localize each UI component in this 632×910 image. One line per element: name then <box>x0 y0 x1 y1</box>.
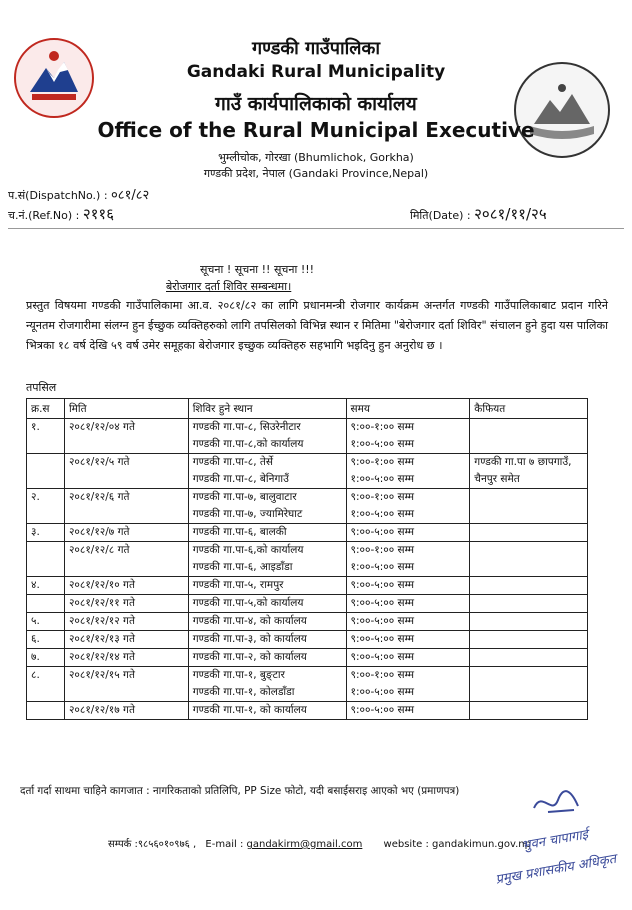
cell-place <box>188 595 346 613</box>
cell-date <box>64 577 188 595</box>
cell-place <box>188 702 346 720</box>
table-row <box>27 577 588 595</box>
serial-number: ६. <box>31 633 40 645</box>
col-header-remark: कैफियत <box>470 399 588 419</box>
signer-title: प्रमुख प्रशासकीय अधिकृत <box>494 851 618 888</box>
signer-name: भुवन चापागाई <box>520 827 590 854</box>
notice-subject: बेरोजगार दर्ता शिविर सम्बन्धमा। <box>166 280 292 293</box>
cell-time <box>346 631 470 649</box>
dispatch-value: ०८१/८२ <box>111 188 150 203</box>
cell-place <box>188 631 346 649</box>
camp-time: ९:००-१:०० सम्म <box>350 544 415 556</box>
camp-place: गण्डकी गा.पा-८, सिउरेनीटार <box>192 421 301 433</box>
notice-body: प्रस्तुत विषयमा गण्डकी गाउँपालिकामा आ.व. २०८१/८२ का लागि प्रधानमन्त्री रोजगार कार्यक्रम अन्तर्गत गण्डकी गाउँपालिकाबाट प्रदान गरिने न्यूनतम रोजगारीमा संलग्न हुन ईच्छुक व्यक्तिहरुको लागि तपसिलको विभिन्न स्थान र मितिमा "बेरोजगार दर्ता शिविर" संचालन हुने हुदा यस पालिका भित्रका १८ वर्ष देखि ५९ वर्ष उमेर समूहका बेरोजगार इच्छुक व्यक्तिहरु सहभागि भइदिनु हुन अनुरोध छ । <box>26 299 608 352</box>
serial-number <box>31 454 60 471</box>
cell-sn <box>27 577 65 595</box>
signature-mark <box>528 786 584 820</box>
cell-date <box>64 419 188 454</box>
table-row <box>27 702 588 720</box>
camp-place: गण्डकी गा.पा-५, रामपुर <box>192 579 284 591</box>
date-value: २०८१/११/२५ <box>474 205 547 223</box>
cell-time <box>346 595 470 613</box>
dispatch-number <box>8 185 149 203</box>
camp-date: २०८१/१२/१३ गते <box>68 633 135 645</box>
cell-remark <box>470 631 588 649</box>
cell-time <box>346 419 470 454</box>
contact-line <box>108 836 531 850</box>
remark-text: गण्डकी गा.पा ७ छापगाउँ, चैनपुर समेत <box>474 456 572 485</box>
serial-number <box>31 595 60 612</box>
cell-sn <box>27 542 65 577</box>
cell-date <box>64 702 188 720</box>
cell-place <box>188 613 346 631</box>
table-header-row <box>27 399 588 419</box>
serial-number <box>31 702 60 719</box>
municipality-name-en: Gandaki Rural Municipality <box>186 62 446 82</box>
camp-time: ९:००-१:०० सम्म <box>350 456 415 468</box>
cell-place <box>188 419 346 454</box>
table-row <box>27 613 588 631</box>
camp-time: ९:००-१:०० सम्म <box>350 421 415 433</box>
camp-time: १:००-५:०० सम्म <box>350 508 415 520</box>
camp-date: २०८१/१२/१४ गते <box>68 651 135 663</box>
camp-time: १:००-५:०० सम्म <box>350 473 415 485</box>
camp-time: ९:००-१:०० सम्म <box>350 491 415 503</box>
cell-remark <box>470 702 588 720</box>
serial-number <box>31 542 60 559</box>
camp-place: गण्डकी गा.पा-१, को कार्यालय <box>192 704 307 716</box>
cell-remark <box>470 524 588 542</box>
cell-remark <box>470 419 588 454</box>
issue-date <box>410 204 547 224</box>
cell-sn <box>27 667 65 702</box>
cell-remark <box>470 577 588 595</box>
col-header-place: शिविर हुने स्थान <box>188 399 346 419</box>
table-row <box>27 595 588 613</box>
cell-remark <box>470 667 588 702</box>
office-name-np: गाउँ कार्यपालिकाको कार्यालय <box>215 93 417 115</box>
cell-time <box>346 542 470 577</box>
cell-place <box>188 524 346 542</box>
camp-time: ९:००-५:०० सम्म <box>350 615 415 627</box>
cell-remark <box>470 649 588 667</box>
cell-sn <box>27 649 65 667</box>
cell-place <box>188 542 346 577</box>
camp-date: २०८१/१२/७ गते <box>68 526 130 538</box>
email-link[interactable]: gandakirm@gmail.com <box>246 839 363 850</box>
camp-place: गण्डकी गा.पा-३, को कार्यालय <box>192 633 307 645</box>
cell-date <box>64 613 188 631</box>
office-name-en: Office of the Rural Municipal Executive <box>97 118 535 142</box>
ref-value: २११६ <box>82 205 115 223</box>
camp-place: गण्डकी गा.पा-८, तेर्से <box>192 456 273 468</box>
table-row <box>27 649 588 667</box>
col-header-time: समय <box>346 399 470 419</box>
cell-date <box>64 595 188 613</box>
camp-place: गण्डकी गा.पा-६, आइडाँडा <box>192 561 293 573</box>
camp-place: गण्डकी गा.पा-८, बेनिगाउँ <box>192 473 289 485</box>
cell-sn <box>27 595 65 613</box>
cell-sn <box>27 489 65 524</box>
table-row <box>27 542 588 577</box>
cell-date <box>64 667 188 702</box>
cell-place <box>188 649 346 667</box>
camp-place: गण्डकी गा.पा-१, कोलडाँडा <box>192 686 295 698</box>
cell-date <box>64 524 188 542</box>
cell-remark <box>470 489 588 524</box>
cell-date <box>64 454 188 489</box>
cell-sn <box>27 524 65 542</box>
col-header-date: मिति <box>64 399 188 419</box>
reference-number <box>8 204 114 224</box>
address-line: भुम्लीचोक, गोरखा (Bhumlichok, Gorkha) <box>218 151 414 164</box>
camp-date: २०८१/१२/८ गते <box>68 544 130 556</box>
camp-place: गण्डकी गा.पा-८,को कार्यालय <box>192 438 304 450</box>
website-label: website : <box>383 839 429 850</box>
table-row <box>27 631 588 649</box>
serial-number: ७. <box>31 651 40 663</box>
header-divider <box>8 228 624 229</box>
camp-date: २०८१/१२/१० गते <box>68 579 135 591</box>
cell-time <box>346 613 470 631</box>
serial-number: १. <box>31 421 40 433</box>
tapasil-label: तपसिल <box>26 381 57 394</box>
col-header-sn: क्र.स <box>27 399 65 419</box>
date-label: मिति(Date) : <box>410 209 471 222</box>
required-documents-note: दर्ता गर्दा साथमा चाहिने कागजात : नागरिकताको प्रतिलिपि, PP Size फोटो, यदी बसाईसराइ आएको भए (प्रमाणपत्र) <box>20 785 460 797</box>
camp-place: गण्डकी गा.पा-६, बालकी <box>192 526 287 538</box>
table-row <box>27 489 588 524</box>
camp-place: गण्डकी गा.पा-७, बालुवाटार <box>192 491 297 503</box>
ref-label: च.नं.(Ref.No) : <box>8 209 80 222</box>
camp-place: गण्डकी गा.पा-५,को कार्यालय <box>192 597 304 609</box>
camp-time: १:००-५:०० सम्म <box>350 438 415 450</box>
cell-date <box>64 542 188 577</box>
camp-time: ९:००-५:०० सम्म <box>350 597 415 609</box>
camp-time: ९:००-५:०० सम्म <box>350 651 415 663</box>
serial-number: ३. <box>31 526 40 538</box>
cell-remark <box>470 542 588 577</box>
cell-sn <box>27 419 65 454</box>
cell-time <box>346 649 470 667</box>
table-row <box>27 454 588 489</box>
camp-date: २०८१/१२/५ गते <box>68 456 130 468</box>
table-row <box>27 419 588 454</box>
cell-place <box>188 667 346 702</box>
camp-place: गण्डकी गा.पा-७, ज्यामिरेघाट <box>192 508 303 520</box>
cell-place <box>188 454 346 489</box>
serial-number: ४. <box>31 579 40 591</box>
cell-time <box>346 489 470 524</box>
table-row <box>27 667 588 702</box>
camp-date: २०८१/१२/०४ गते <box>68 421 135 433</box>
serial-number: ८. <box>31 669 40 681</box>
cell-date <box>64 631 188 649</box>
cell-time <box>346 524 470 542</box>
camp-time: ९:००-१:०० सम्म <box>350 669 415 681</box>
website-link[interactable]: gandakimun.gov.np <box>432 839 531 850</box>
camp-place: गण्डकी गा.पा-४, को कार्यालय <box>192 615 307 627</box>
cell-time <box>346 702 470 720</box>
cell-time <box>346 667 470 702</box>
cell-remark <box>470 595 588 613</box>
cell-date <box>64 489 188 524</box>
camp-date: २०८१/१२/१७ गते <box>68 704 135 716</box>
camp-time: ९:००-५:०० सम्म <box>350 633 415 645</box>
cell-sn <box>27 631 65 649</box>
cell-sn <box>27 454 65 489</box>
camp-place: गण्डकी गा.पा-१, बुङ्टार <box>192 669 285 681</box>
camp-date: २०८१/१२/११ गते <box>68 597 135 609</box>
contact-phone: सम्पर्क :९८५६०१०९७६ , <box>108 839 197 850</box>
camp-date: २०८१/१२/१२ गते <box>68 615 135 627</box>
camp-time: ९:००-५:०० सम्म <box>350 704 415 716</box>
serial-number: २. <box>31 491 40 503</box>
camp-time: १:००-५:०० सम्म <box>350 686 415 698</box>
province-line: गण्डकी प्रदेश, नेपाल (Gandaki Province,Nepal) <box>203 167 429 180</box>
dispatch-label: प.सं(DispatchNo.) : <box>8 189 108 202</box>
email-label: E-mail : <box>205 839 244 850</box>
cell-place <box>188 577 346 595</box>
cell-remark <box>470 613 588 631</box>
cell-sn <box>27 702 65 720</box>
camp-schedule-table <box>26 398 588 720</box>
cell-remark <box>470 454 588 489</box>
table-row <box>27 524 588 542</box>
cell-time <box>346 577 470 595</box>
cell-sn <box>27 613 65 631</box>
camp-time: १:००-५:०० सम्म <box>350 561 415 573</box>
camp-time: ९:००-५:०० सम्म <box>350 579 415 591</box>
serial-number: ५. <box>31 615 40 627</box>
notice-heading: सूचना ! सूचना !! सूचना !!! <box>200 263 315 276</box>
camp-time: ९:००-५:०० सम्म <box>350 526 415 538</box>
cell-place <box>188 489 346 524</box>
municipality-name-np: गण्डकी गाउँपालिका <box>252 38 380 59</box>
camp-place: गण्डकी गा.पा-६,को कार्यालय <box>192 544 304 556</box>
camp-date: २०८१/१२/६ गते <box>68 491 130 503</box>
camp-date: २०८१/१२/१५ गते <box>68 669 135 681</box>
camp-place: गण्डकी गा.पा-२, को कार्यालय <box>192 651 307 663</box>
cell-time <box>346 454 470 489</box>
cell-date <box>64 649 188 667</box>
